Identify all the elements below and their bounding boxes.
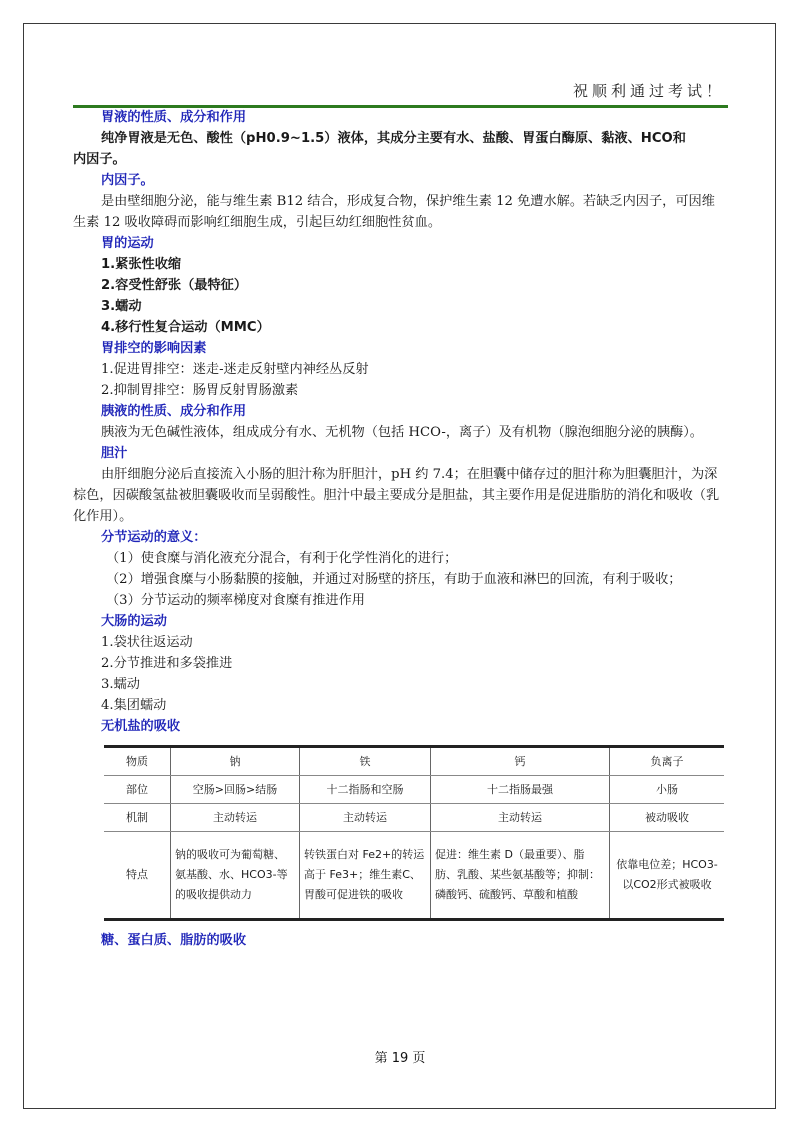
table-cell-calcium-features: 促进：维生素 D（最重要）、脂肪、乳酸、某些氨基酸等；抑制：磷酸钙、硫酸钙、草酸和植酸: [431, 832, 610, 920]
table-header-cell: 钠: [171, 747, 300, 776]
section-title-bile: 胆汁: [101, 446, 128, 461]
list-item: 1.紧张性收缩: [101, 257, 182, 272]
list-item: 1.袋状往返运动: [101, 635, 193, 650]
table-header-cell: 负离子: [610, 747, 725, 776]
gastric-juice-text-line2: 内因子。: [73, 152, 126, 167]
section-title-inorganic-salts: 无机盐的吸收: [101, 719, 181, 734]
list-item: 1.促进胃排空：迷走-迷走反射壁内神经丛反射: [101, 362, 369, 377]
header-slogan: 祝顺利通过考试！: [572, 82, 725, 100]
table-cell: 十二指肠和空肠: [300, 776, 431, 804]
section-title-gastric-juice: 胃液的性质、成分和作用: [101, 110, 247, 125]
table-cell: 空肠>回肠>结肠: [171, 776, 300, 804]
table-cell-anion-features: 依靠电位差；HCO3-以CO2形式被吸收: [610, 832, 725, 920]
pancreatic-juice-text: 胰液为无色碱性液体，组成成分有水、无机物（包括 HCO-，离子）及有机物（腺泡细胞分泌的胰酶）。: [101, 425, 703, 440]
section-title-large-intestine: 大肠的运动: [101, 614, 167, 629]
table-row-label: 部位: [104, 776, 171, 804]
list-item: （1）使食糜与消化液充分混合，有利于化学性消化的进行；: [106, 551, 458, 566]
list-item: （2）增强食糜与小肠黏膜的接触，并通过对肠壁的挤压，有助于血液和淋巴的回流，有利于吸收；: [106, 572, 682, 587]
list-item: 3.蠕动: [101, 677, 140, 692]
table-header-cell: 钙: [431, 747, 610, 776]
table-row: [104, 776, 724, 804]
table-header-cell: 物质: [104, 747, 171, 776]
section-title-intrinsic-factor: 内因子。: [101, 173, 154, 188]
list-item: 4.移行性复合运动（MMC）: [101, 320, 270, 335]
table-header-cell: 铁: [300, 747, 431, 776]
list-item: 2.抑制胃排空：肠胃反射胃肠激素: [101, 383, 299, 398]
table-cell: 小肠: [610, 776, 725, 804]
inorganic-salt-table: [104, 745, 724, 921]
section-title-pancreatic-juice: 胰液的性质、成分和作用: [101, 404, 247, 419]
list-item: 2.分节推进和多袋推进: [101, 656, 233, 671]
page-content: [73, 107, 728, 951]
table-cell: 主动转运: [431, 804, 610, 832]
section-title-stomach-motility: 胃的运动: [101, 236, 154, 251]
inorganic-salt-table-wrap: [104, 745, 724, 921]
table-header-row: [104, 747, 724, 776]
table-cell: 十二指肠最强: [431, 776, 610, 804]
page-number: 第 19 页: [374, 1051, 426, 1066]
table-cell: 主动转运: [300, 804, 431, 832]
list-item: 3.蠕动: [101, 299, 142, 314]
table-cell-iron-features: 转铁蛋白对 Fe2+的转运高于 Fe3+；维生素C、胃酸可促进铁的吸收: [300, 832, 431, 920]
intrinsic-factor-text: 是由壁细胞分泌，能与维生素 B12 结合，形成复合物，保护维生素 12 免遭水解。若缺乏内因子，可因维生素 12 吸收障碍而影响红细胞生成，引起巨幼红细胞性贫血。: [73, 194, 715, 230]
gastric-juice-text-line1: 纯净胃液是无色、酸性（pH0.9~1.5）液体，其成分主要有水、盐酸、胃蛋白酶原、黏液、HCO和: [101, 131, 686, 146]
table-cell-sodium-features: 钠的吸收可为葡萄糖、氨基酸、水、HCO3-等的吸收提供动力: [171, 832, 300, 920]
table-cell: 主动转运: [171, 804, 300, 832]
section-title-nutrients: 糖、蛋白质、脂肪的吸收: [101, 933, 247, 948]
list-item: 4.集团蠕动: [101, 698, 167, 713]
section-title-gastric-emptying: 胃排空的影响因素: [101, 341, 207, 356]
table-row-label: 特点: [104, 832, 171, 920]
table-row-label: 机制: [104, 804, 171, 832]
table-row: [104, 804, 724, 832]
table-cell: 被动吸收: [610, 804, 725, 832]
table-row: [104, 832, 724, 920]
section-title-segmentation: 分节运动的意义：: [101, 530, 207, 545]
list-item: （3）分节运动的频率梯度对食糜有推进作用: [106, 593, 365, 608]
bile-text: 由肝细胞分泌后直接流入小肠的胆汁称为肝胆汁，pH 约 7.4；在胆囊中储存过的胆汁称为胆囊胆汁，为深棕色，因碳酸氢盐被胆囊吸收而呈弱酸性。胆汁中最主要成分是胆盐，其主要作用是促进脂肪的消化和吸收（乳化作用）。: [73, 467, 720, 524]
list-item: 2.容受性舒张（最特征）: [101, 278, 248, 293]
